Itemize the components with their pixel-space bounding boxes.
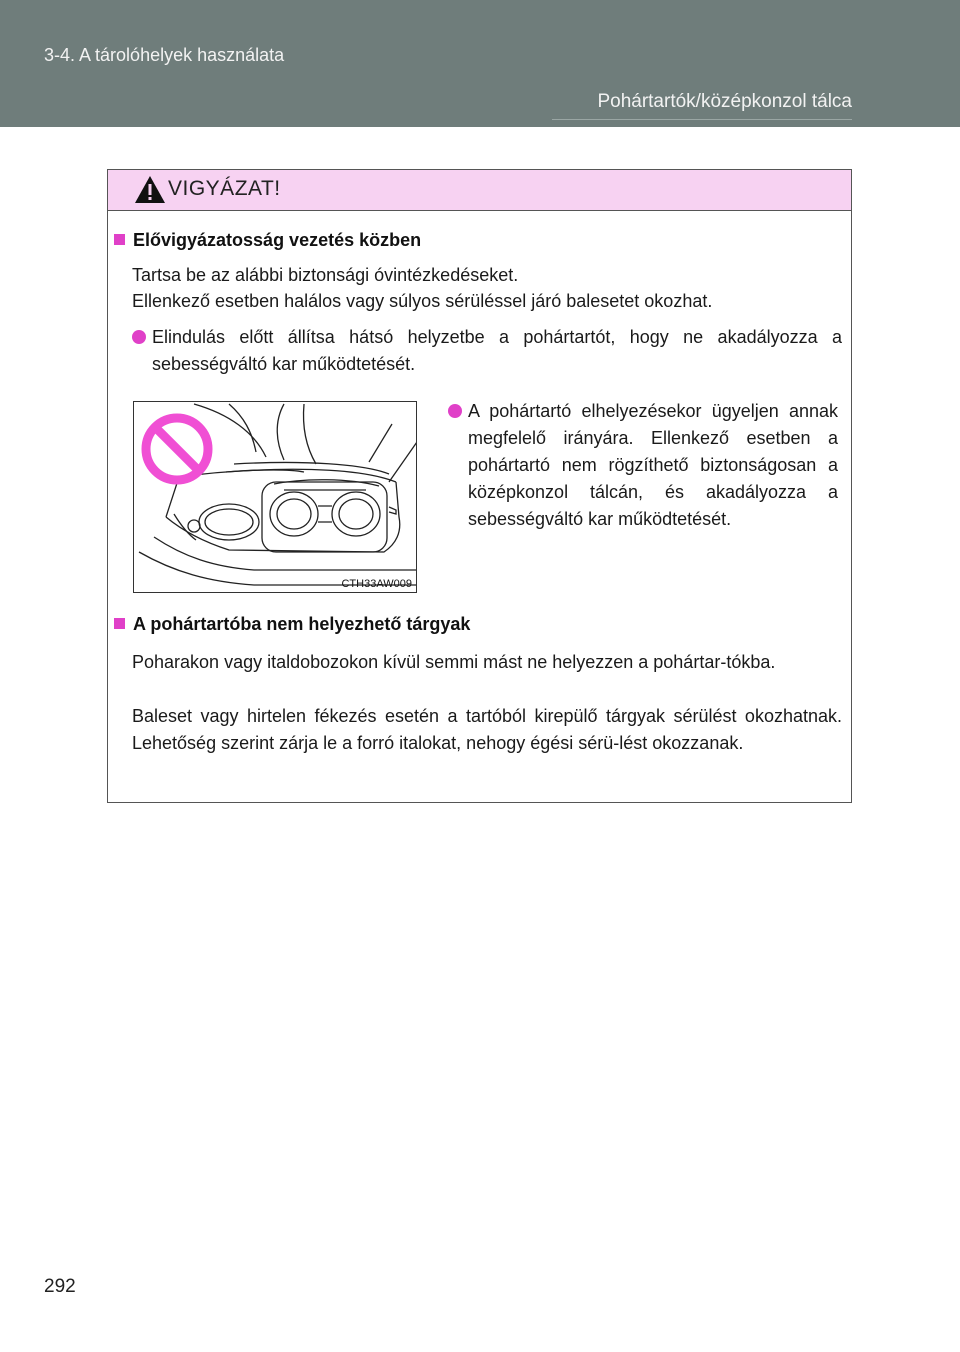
square-bullet-icon	[114, 234, 125, 245]
section2-para1: Poharakon vagy italdobozokon kívül semmi mást ne helyezzen a pohártar-tókba.	[132, 652, 776, 672]
section1-bullet2: A pohártartó elhelyezésekor ügyeljen annak megfelelő irányára. Ellenkező esetben a pohártartó nem rögzíthető biztonságosan a középkonzol tálcán, és akadályozza a sebességváltó kar működtetését.	[468, 398, 838, 533]
square-bullet-icon	[114, 618, 125, 629]
section1-bullet1: Elindulás előtt állítsa hátsó helyzetbe a pohártartót, hogy ne akadályozza a sebességváltó kar működtetését.	[152, 324, 842, 378]
page-header	[0, 0, 960, 127]
section2-para2: Baleset vagy hirtelen fékezés esetén a tartóból kirepülő tárgyak sérülést okozhatnak. Lehetőség szerint zárja le a forró italokat, nehogy égési sérü-lést okozzanak.	[132, 706, 842, 753]
chapter-title: 3-4. A tárolóhelyek használata	[44, 45, 285, 65]
round-bullet-icon	[448, 404, 462, 418]
section1-intro-line2: Ellenkező esetben halálos vagy súlyos sérüléssel járó balesetet okozhat.	[132, 291, 713, 311]
warning-box	[107, 169, 852, 803]
cup-holder-figure	[133, 401, 417, 593]
warning-header	[108, 170, 851, 211]
section2-heading: A pohártartóba nem helyezhető tárgyak	[114, 614, 470, 635]
figure-code: CTH33AW009	[341, 578, 412, 590]
warning-triangle-icon	[134, 175, 166, 204]
page-number: 292	[44, 1276, 76, 1297]
prohibited-icon	[140, 412, 214, 486]
section1-intro-line1: Tartsa be az alábbi biztonsági óvintézkedéseket.	[132, 265, 519, 285]
header-rule	[552, 119, 852, 120]
section-title: Pohártartók/középkonzol tálca	[597, 91, 852, 112]
section1-heading: Elővigyázatosság vezetés közben	[114, 230, 421, 251]
warning-title: VIGYÁZAT!	[168, 177, 281, 200]
round-bullet-icon	[132, 330, 146, 344]
